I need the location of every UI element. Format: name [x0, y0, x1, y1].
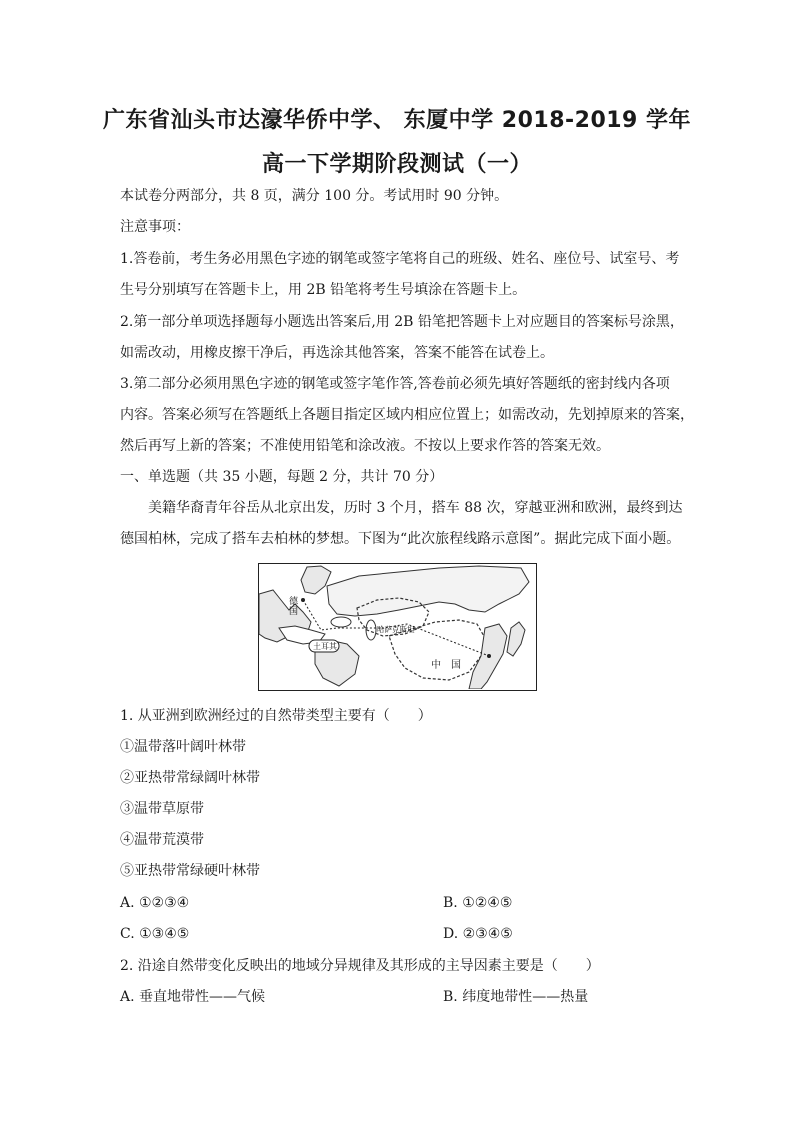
- question-1-stem: 1. 从亚洲到欧洲经过的自然带类型主要有（ ）: [120, 708, 432, 724]
- exam-title-line1: 广东省汕头市达濠华侨中学、 东厦中学 2018-2019 学年: [102, 108, 692, 133]
- passage-line-1: 美籍华裔青年谷岳从北京出发，历时 3 个月，搭车 88 次，穿越亚洲和欧洲，最终到达: [148, 500, 683, 516]
- label-kazakhstan: 哈萨克斯坦: [377, 625, 415, 634]
- question-2-option-a[interactable]: A. 垂直地带性——气候: [120, 989, 266, 1005]
- notice-item-3-line-2: 内容。答案必须写在答题纸上各题目指定区域内相应位置上；如需改动，先划掉原来的答案，: [120, 407, 694, 423]
- japan-shape: [507, 622, 525, 656]
- berlin-point: [301, 598, 305, 602]
- beijing-point: [487, 654, 491, 658]
- question-1-option-a[interactable]: A. ①②③④: [120, 895, 190, 911]
- notice-item-2-line-2: 如需改动，用橡皮擦干净后，再选涂其他答案，答案不能答在试卷上。: [120, 345, 554, 361]
- label-germany-2: 国: [289, 607, 299, 617]
- question-1-item-5: ⑤亚热带常绿硬叶林带: [120, 863, 260, 879]
- notice-heading: 注意事项：: [120, 219, 190, 235]
- exam-intro: 本试卷分两部分，共 8 页，满分 100 分。考试用时 90 分钟。: [120, 188, 509, 204]
- question-1-item-4: ④温带荒漠带: [120, 832, 204, 848]
- scandinavia-shape: [301, 566, 331, 594]
- label-turkey: 土耳其: [313, 642, 337, 651]
- notice-item-3-line-3: 然后再写上新的答案；不准使用铅笔和涂改液。不按以上要求作答的答案无效。: [120, 438, 610, 454]
- question-1-item-3: ③温带草原带: [120, 801, 204, 817]
- question-1-option-d[interactable]: D. ②③④⑤: [443, 926, 513, 942]
- question-1-option-c[interactable]: C. ①③④⑤: [120, 926, 190, 942]
- section-heading: 一、单选题（共 35 小题，每题 2 分，共计 70 分）: [120, 469, 444, 485]
- route-map-figure: [258, 563, 537, 691]
- question-1-item-1: ①温带落叶阔叶林带: [120, 739, 246, 755]
- question-1-option-b[interactable]: B. ①②④⑤: [443, 895, 513, 911]
- notice-item-3-line-1: 3.第二部分必须用黑色字迹的钢笔或签字笔作答,答卷前必须先填好答题纸的密封线内各项: [120, 376, 670, 392]
- label-china: 中 国: [431, 660, 461, 671]
- route-map-svg: [259, 564, 535, 689]
- question-1-item-2: ②亚热带常绿阔叶林带: [120, 770, 260, 786]
- notice-item-1-line-2: 生号分别填写在答题卡上，用 2B 铅笔将考生号填涂在答题卡上。: [120, 282, 527, 298]
- exam-title-line2: 高一下学期阶段测试（一）: [261, 152, 532, 177]
- passage-line-2: 德国柏林，完成了搭车去柏林的梦想。下图为“此次旅程线路示意图”。据此完成下面小题。: [120, 531, 681, 547]
- question-2-stem: 2. 沿途自然带变化反映出的地域分异规律及其形成的主导因素主要是（ ）: [120, 958, 600, 974]
- label-germany-1: 德: [289, 597, 299, 607]
- notice-item-2-line-1: 2.第一部分单项选择题每小题选出答案后,用 2B 铅笔把答题卡上对应题目的答案标号涂黑，: [120, 314, 684, 330]
- black-sea-shape: [331, 617, 351, 627]
- question-2-option-b[interactable]: B. 纬度地带性——热量: [443, 989, 589, 1005]
- notice-item-1-line-1: 1.答卷前，考生务必用黑色字迹的钢笔或签字笔将自己的班级、姓名、座位号、试室号、考: [120, 251, 680, 267]
